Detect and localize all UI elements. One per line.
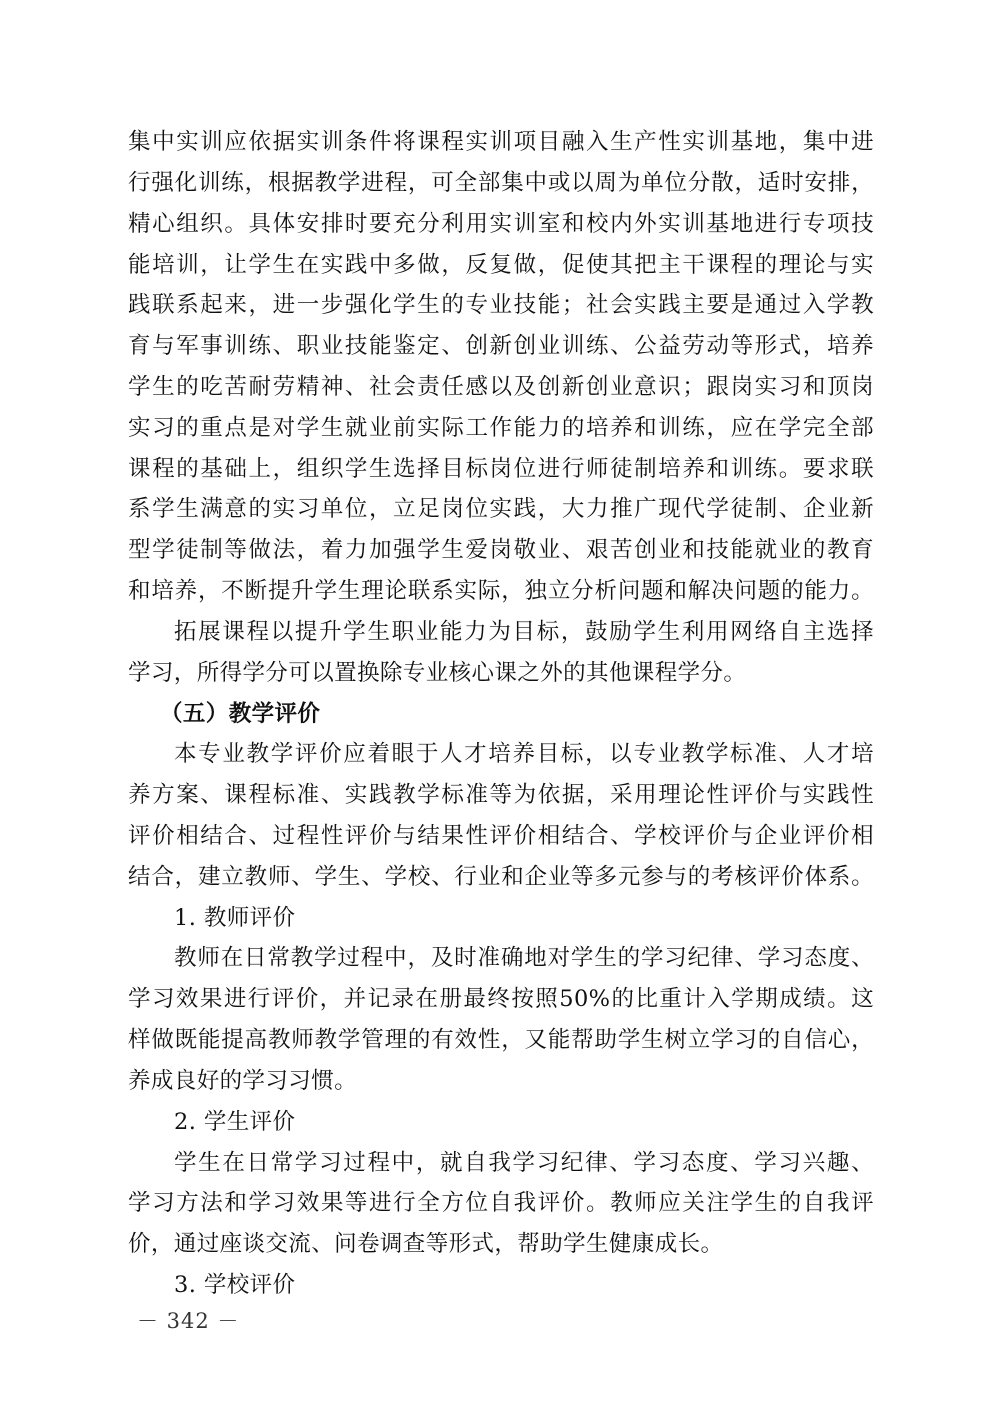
section-heading: （五）教学评价	[160, 700, 321, 727]
paragraph-line: 学生在日常学习过程中，就自我学习纪律、学习态度、学习兴趣、	[174, 1149, 874, 1176]
paragraph-line: 学生的吃苦耐劳精神、社会责任感以及创新创业意识；跟岗实习和顶岗	[128, 373, 874, 400]
paragraph-line: 学习，所得学分可以置换除专业核心课之外的其他课程学分。	[128, 659, 747, 686]
paragraph-line: 育与军事训练、职业技能鉴定、创新创业训练、公益劳动等形式，培养	[128, 333, 874, 360]
paragraph-line: 型学徒制等做法，着力加强学生爱岗敬业、艰苦创业和技能就业的教育	[128, 537, 874, 564]
paragraph-line: 本专业教学评价应着眼于人才培养目标，以专业教学标准、人才培	[174, 741, 874, 768]
paragraph-line: 践联系起来，进一步强化学生的专业技能；社会实践主要是通过入学教	[128, 292, 874, 319]
paragraph-line: 养方案、课程标准、实践教学标准等为依据，采用理论性评价与实践性	[128, 782, 874, 809]
paragraph-line: 集中实训应依据实训条件将课程实训项目融入生产性实训基地，集中进	[128, 129, 874, 155]
paragraph-line: 系学生满意的实习单位，立足岗位实践，大力推广现代学徒制、企业新	[128, 496, 874, 523]
paragraph-line: 和培养，不断提升学生理论联系实际，独立分析问题和解决问题的能力。	[128, 578, 874, 604]
paragraph-line: 能培训，让学生在实践中多做，反复做，促使其把主干课程的理论与实	[128, 251, 874, 278]
paragraph-line: 拓展课程以提升学生职业能力为目标，鼓励学生利用网络自主选择	[174, 618, 874, 645]
paragraph-line: 行强化训练，根据教学进程，可全部集中或以周为单位分散，适时安排，	[128, 169, 874, 196]
paragraph-line: 学习效果进行评价，并记录在册最终按照50%的比重计入学期成绩。这	[128, 986, 874, 1013]
paragraph-line: 教师在日常教学过程中，及时准确地对学生的学习纪律、学习态度、	[174, 945, 874, 972]
subheading-teacher-evaluation: 1. 教师评价	[174, 904, 296, 931]
paragraph-line: 结合，建立教师、学生、学校、行业和企业等多元参与的考核评价体系。	[128, 863, 874, 890]
paragraph-line: 精心组织。具体安排时要充分利用实训室和校内外实训基地进行专项技	[128, 210, 874, 237]
paragraph-line: 实习的重点是对学生就业前实际工作能力的培养和训练，应在学完全部	[128, 414, 874, 441]
paragraph-line: 样做既能提高教师教学管理的有效性，又能帮助学生树立学习的自信心，	[128, 1027, 874, 1054]
paragraph-line: 评价相结合、过程性评价与结果性评价相结合、学校评价与企业评价相	[128, 823, 874, 849]
subheading-student-evaluation: 2. 学生评价	[174, 1108, 296, 1135]
page-number: － 342 －	[137, 1309, 240, 1333]
subheading-school-evaluation: 3. 学校评价	[174, 1272, 296, 1298]
paragraph-line: 价，通过座谈交流、问卷调查等形式，帮助学生健康成长。	[128, 1231, 724, 1258]
paragraph-line: 学习方法和学习效果等进行全方位自我评价。教师应关注学生的自我评	[128, 1190, 874, 1217]
paragraph-line: 养成良好的学习习惯。	[128, 1067, 358, 1094]
paragraph-line: 课程的基础上，组织学生选择目标岗位进行师徒制培养和训练。要求联	[128, 455, 874, 482]
